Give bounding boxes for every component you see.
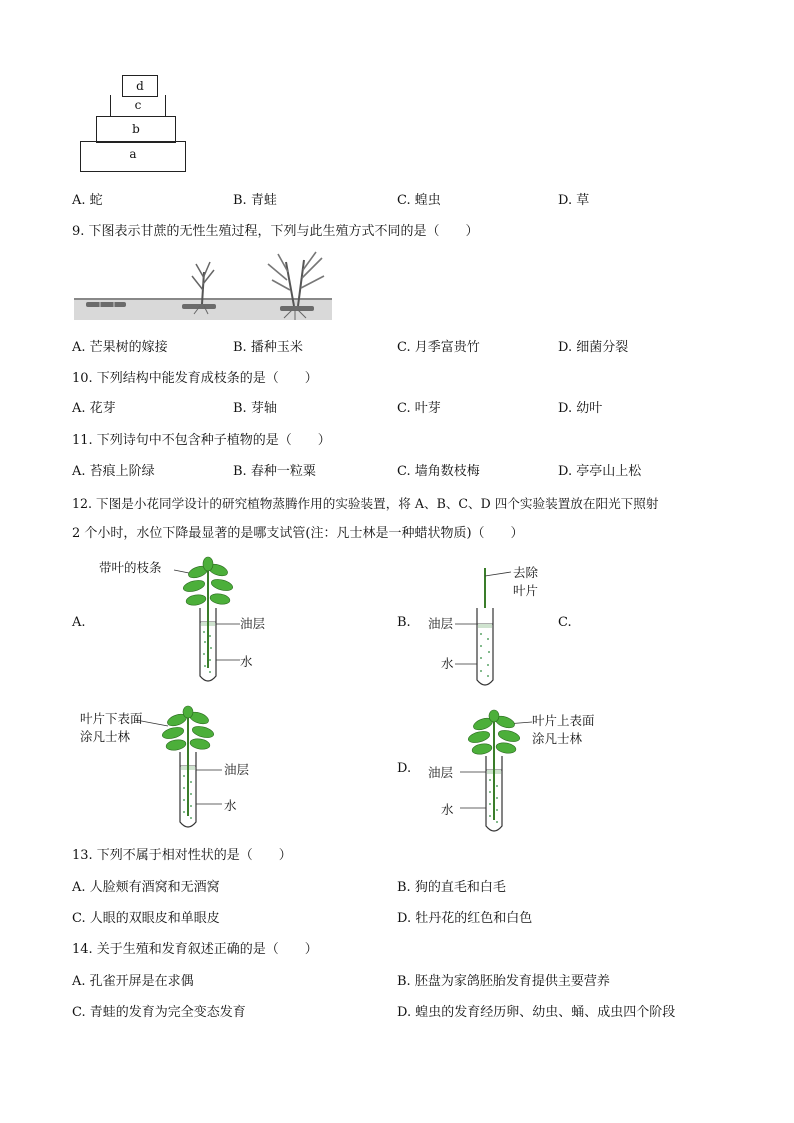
q8-option-c: C. 蝗虫: [397, 193, 441, 208]
label-water-d: 水: [441, 802, 454, 817]
pyramid-label-b: b: [132, 122, 140, 136]
label-water-b: 水: [441, 656, 454, 671]
q11-option-a: A. 苔痕上阶绿: [72, 464, 155, 479]
label-lower-surface-line1: 叶片下表面: [80, 711, 143, 726]
label-water-a: 水: [240, 654, 253, 669]
pyramid-level-b: [96, 116, 176, 143]
pyramid-label-d: d: [136, 79, 144, 93]
q12-option-a-letter: A.: [72, 615, 86, 630]
q14-option-c: C. 青蛙的发育为完全变态发育: [72, 1005, 246, 1020]
apparatus-d-illustration: [446, 712, 536, 838]
q12-stem-line1: 12. 下图是小花同学设计的研究植物蒸腾作用的实验装置，将 A、B、C、D 四个实验装置放在阳光下照射: [72, 496, 659, 511]
label-oil-c: 油层: [224, 762, 250, 777]
apparatus-b-illustration: [455, 562, 515, 692]
q13-stem: 13. 下列不属于相对性状的是（ ）: [72, 848, 292, 863]
q12-option-b-letter: B.: [397, 615, 411, 630]
label-remove-leaves-line1: 去除: [513, 565, 539, 580]
pyramid-level-c: [110, 95, 166, 117]
label-oil-d: 油层: [428, 765, 454, 780]
q13-option-d: D. 牡丹花的红色和白色: [397, 911, 533, 926]
q8-option-b: B. 青蛙: [233, 193, 277, 208]
q11-option-b: B. 春种一粒粟: [233, 464, 316, 479]
q14-stem: 14. 关于生殖和发育叙述正确的是（ ）: [72, 942, 318, 957]
q14-option-d: D. 蝗虫的发育经历卵、幼虫、蛹、成虫四个阶段: [397, 1005, 676, 1020]
q9-option-d: D. 细菌分裂: [558, 340, 629, 355]
q8-option-d: D. 草: [558, 193, 590, 208]
q14-option-a: A. 孔雀开屏是在求偶: [72, 974, 194, 989]
q10-option-a: A. 花芽: [72, 401, 116, 416]
q9-stem: 9. 下图表示甘蔗的无性生殖过程，下列与此生殖方式不同的是（ ）: [72, 224, 479, 239]
label-remove-leaves-line2: 叶片: [513, 583, 539, 598]
q11-stem: 11. 下列诗句中不包含种子植物的是（ ）: [72, 433, 331, 448]
pyramid-level-a: [80, 141, 186, 172]
q11-option-d: D. 亭亭山上松: [558, 464, 642, 479]
pyramid-level-d: [122, 75, 158, 97]
apparatus-a-illustration: [160, 558, 260, 688]
q9-option-a: A. 芒果树的嫁接: [72, 340, 168, 355]
label-oil-b: 油层: [428, 616, 454, 631]
q10-option-d: D. 幼叶: [558, 401, 603, 416]
q9-option-c: C. 月季富贵竹: [397, 340, 480, 355]
pyramid-label-c: c: [134, 98, 142, 112]
q12-option-d-letter: D.: [397, 761, 412, 776]
pyramid-label-a: a: [129, 147, 137, 161]
q9-option-b: B. 播种玉米: [233, 340, 303, 355]
q13-option-b: B. 狗的直毛和白毛: [397, 880, 506, 895]
label-upper-surface-line2: 涂凡士林: [532, 731, 583, 746]
q10-option-b: B. 芽轴: [233, 401, 277, 416]
apparatus-c-illustration: [140, 708, 230, 834]
label-branch-with-leaves: 带叶的枝条: [99, 560, 162, 575]
q11-option-c: C. 墙角数枝梅: [397, 464, 480, 479]
label-upper-surface-line1: 叶片上表面: [532, 713, 595, 728]
label-oil-a: 油层: [240, 616, 266, 631]
q8-option-a: A. 蛇: [72, 193, 103, 208]
q12-option-c-letter: C.: [558, 615, 572, 630]
sugarcane-illustration: [72, 250, 334, 322]
q13-option-a: A. 人脸颊有酒窝和无酒窝: [72, 880, 220, 895]
q14-option-b: B. 胚盘为家鸽胚胎发育提供主要营养: [397, 974, 610, 989]
q13-option-c: C. 人眼的双眼皮和单眼皮: [72, 911, 220, 926]
label-lower-surface-line2: 涂凡士林: [80, 729, 131, 744]
q10-option-c: C. 叶芽: [397, 401, 441, 416]
label-water-c: 水: [224, 798, 237, 813]
q12-stem-line2: 2 个小时，水位下降最显著的是哪支试管(注：凡士林是一种蜡状物质)（ ）: [72, 526, 524, 541]
q10-stem: 10. 下列结构中能发育成枝条的是（ ）: [72, 371, 318, 386]
